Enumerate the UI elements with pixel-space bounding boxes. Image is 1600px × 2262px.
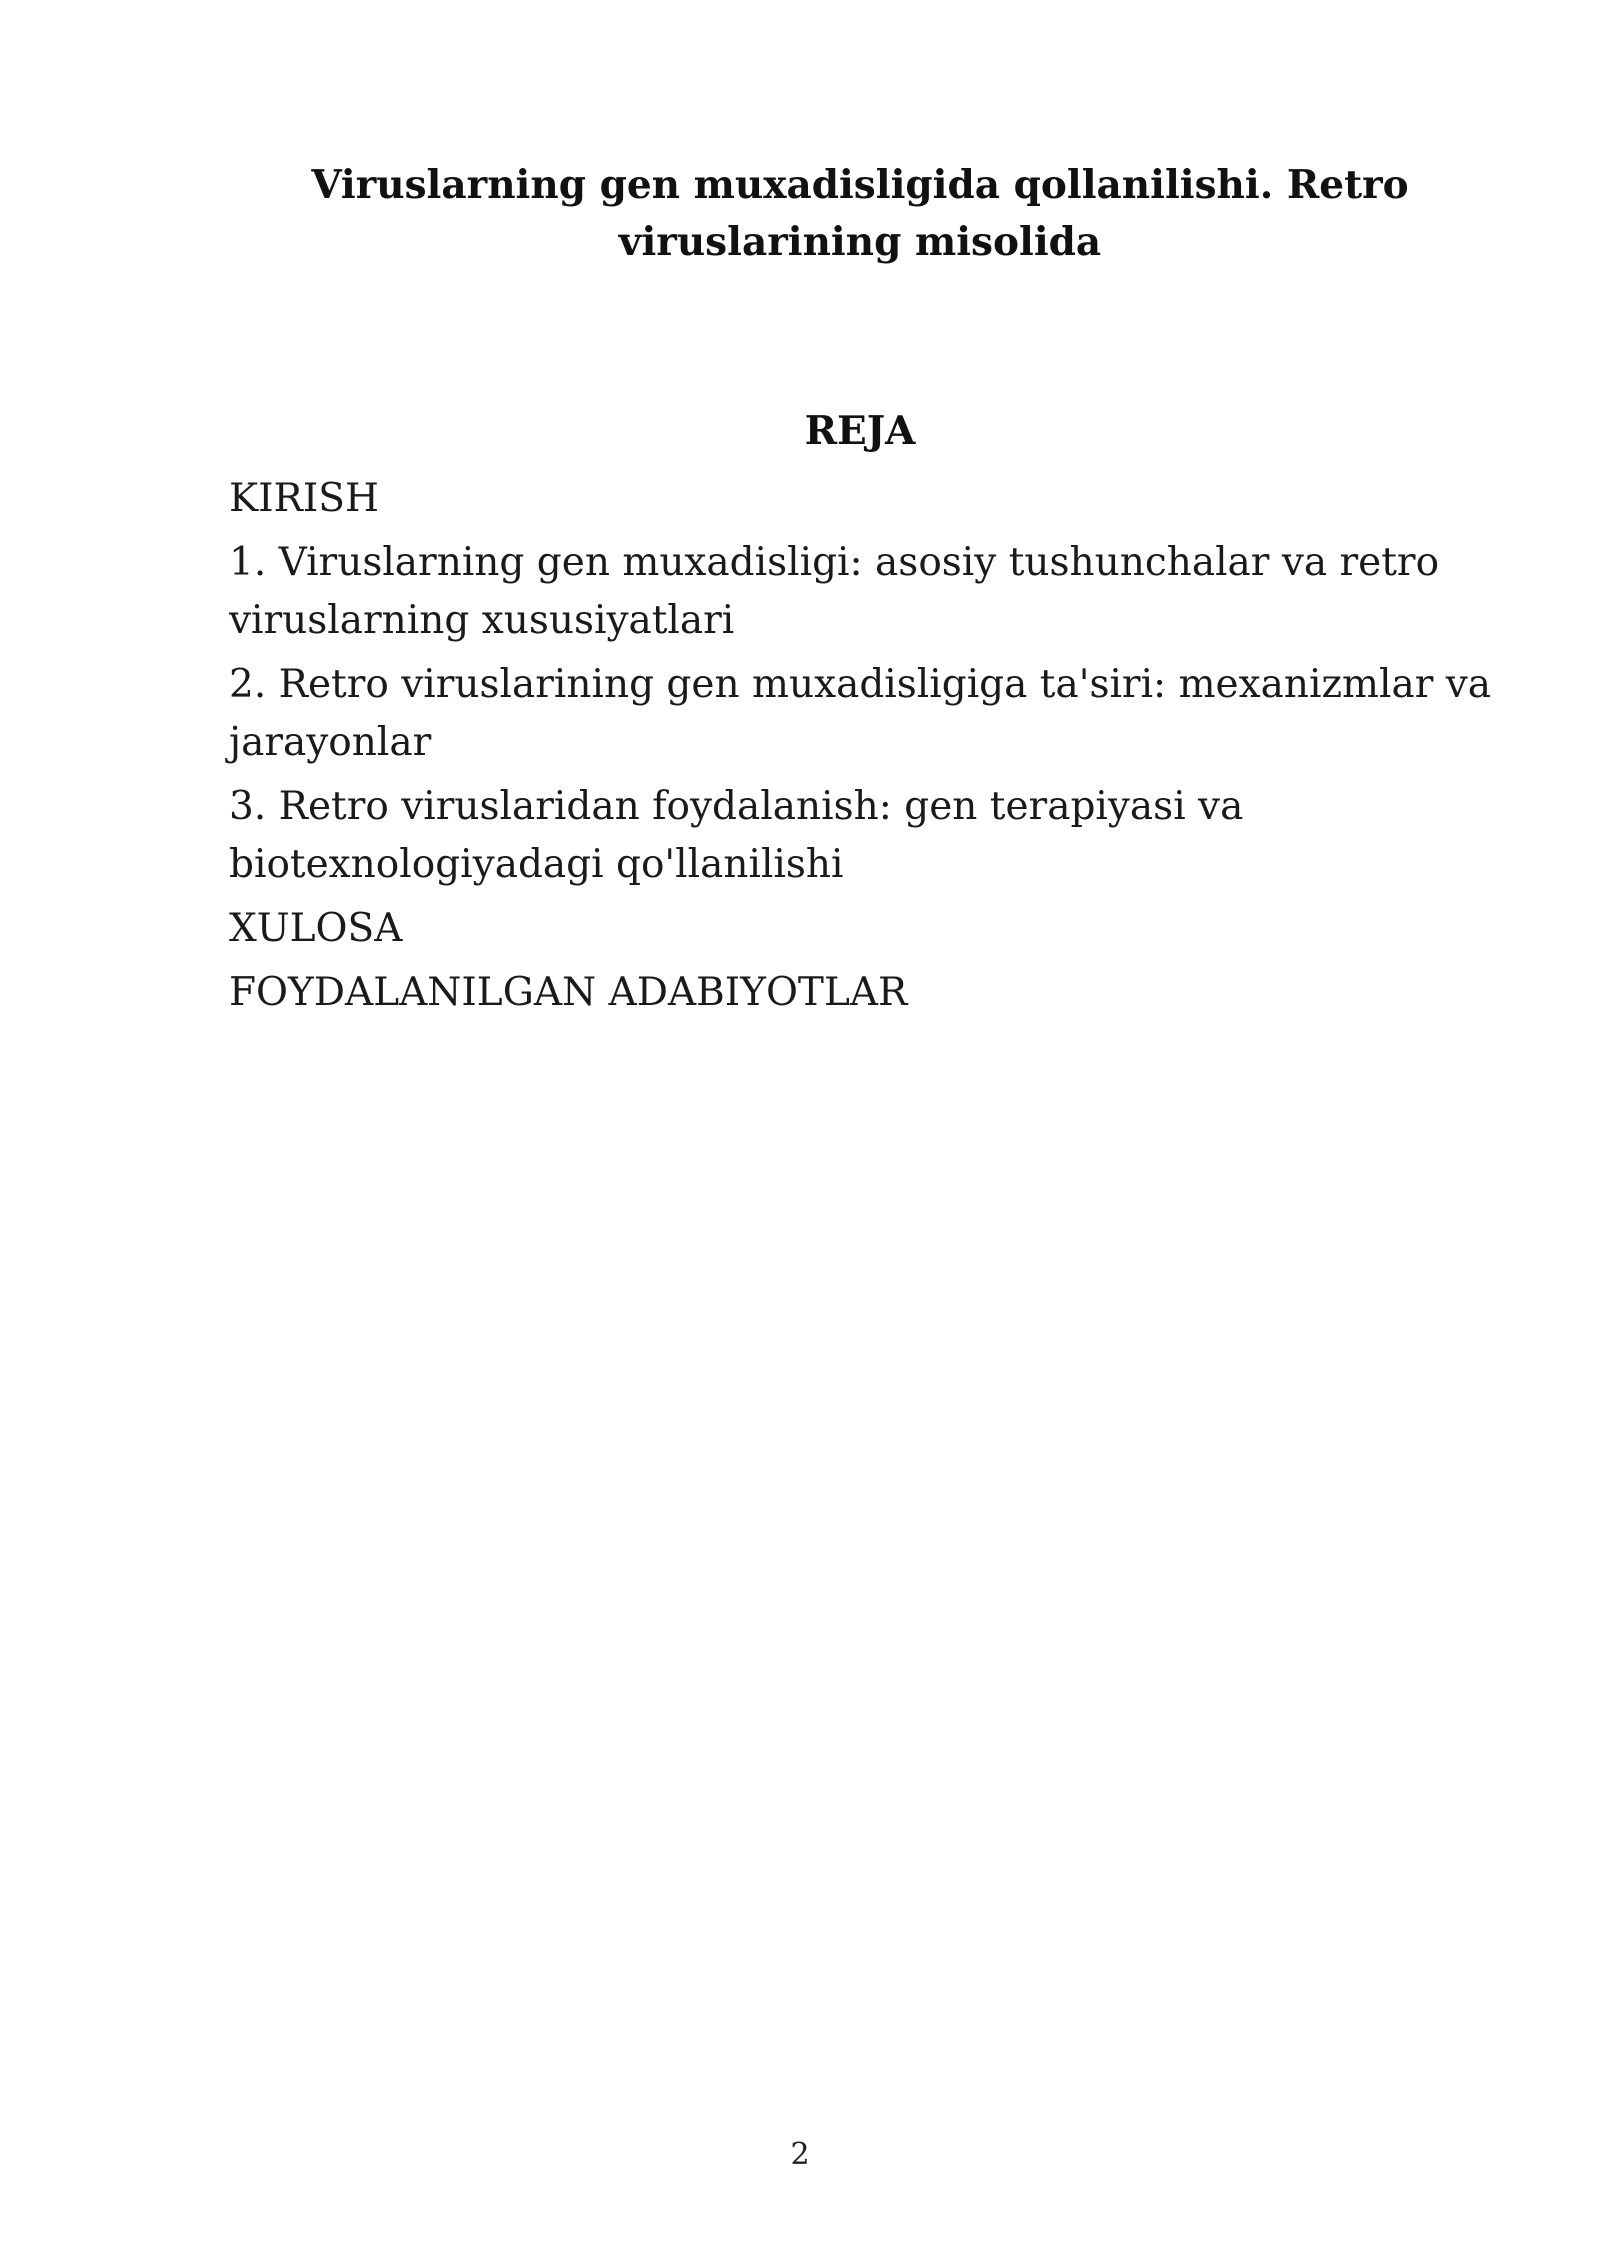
- toc-item-section-2: 2. Retro viruslarining gen muxadisligiga ta'siri: mexanizmlar va jarayonlar: [229, 662, 1492, 765]
- table-of-contents: [229, 470, 1499, 1028]
- toc-item-section-3: 3. Retro viruslaridan foydalanish: gen terapiyasi va biotexnologiyadagi qo'llanilishi: [229, 784, 1244, 887]
- document-title: [230, 157, 1490, 271]
- document-title-line-1: Viruslarning gen muxadisligida qollanilishi. Retro: [311, 162, 1409, 208]
- toc-item-conclusion: XULOSA: [229, 906, 403, 951]
- toc-item-section-1: 1. Viruslarning gen muxadisligi: asosiy tushunchalar va retro viruslarning xususiyatlari: [229, 540, 1440, 643]
- toc-item-introduction: KIRISH: [229, 476, 380, 521]
- toc-item-references: FOYDALANILGAN ADABIYOTLAR: [229, 970, 908, 1015]
- plan-heading: REJA: [804, 408, 916, 454]
- document-title-line-2: viruslarining misolida: [618, 219, 1102, 265]
- page-number: 2: [790, 2137, 810, 2172]
